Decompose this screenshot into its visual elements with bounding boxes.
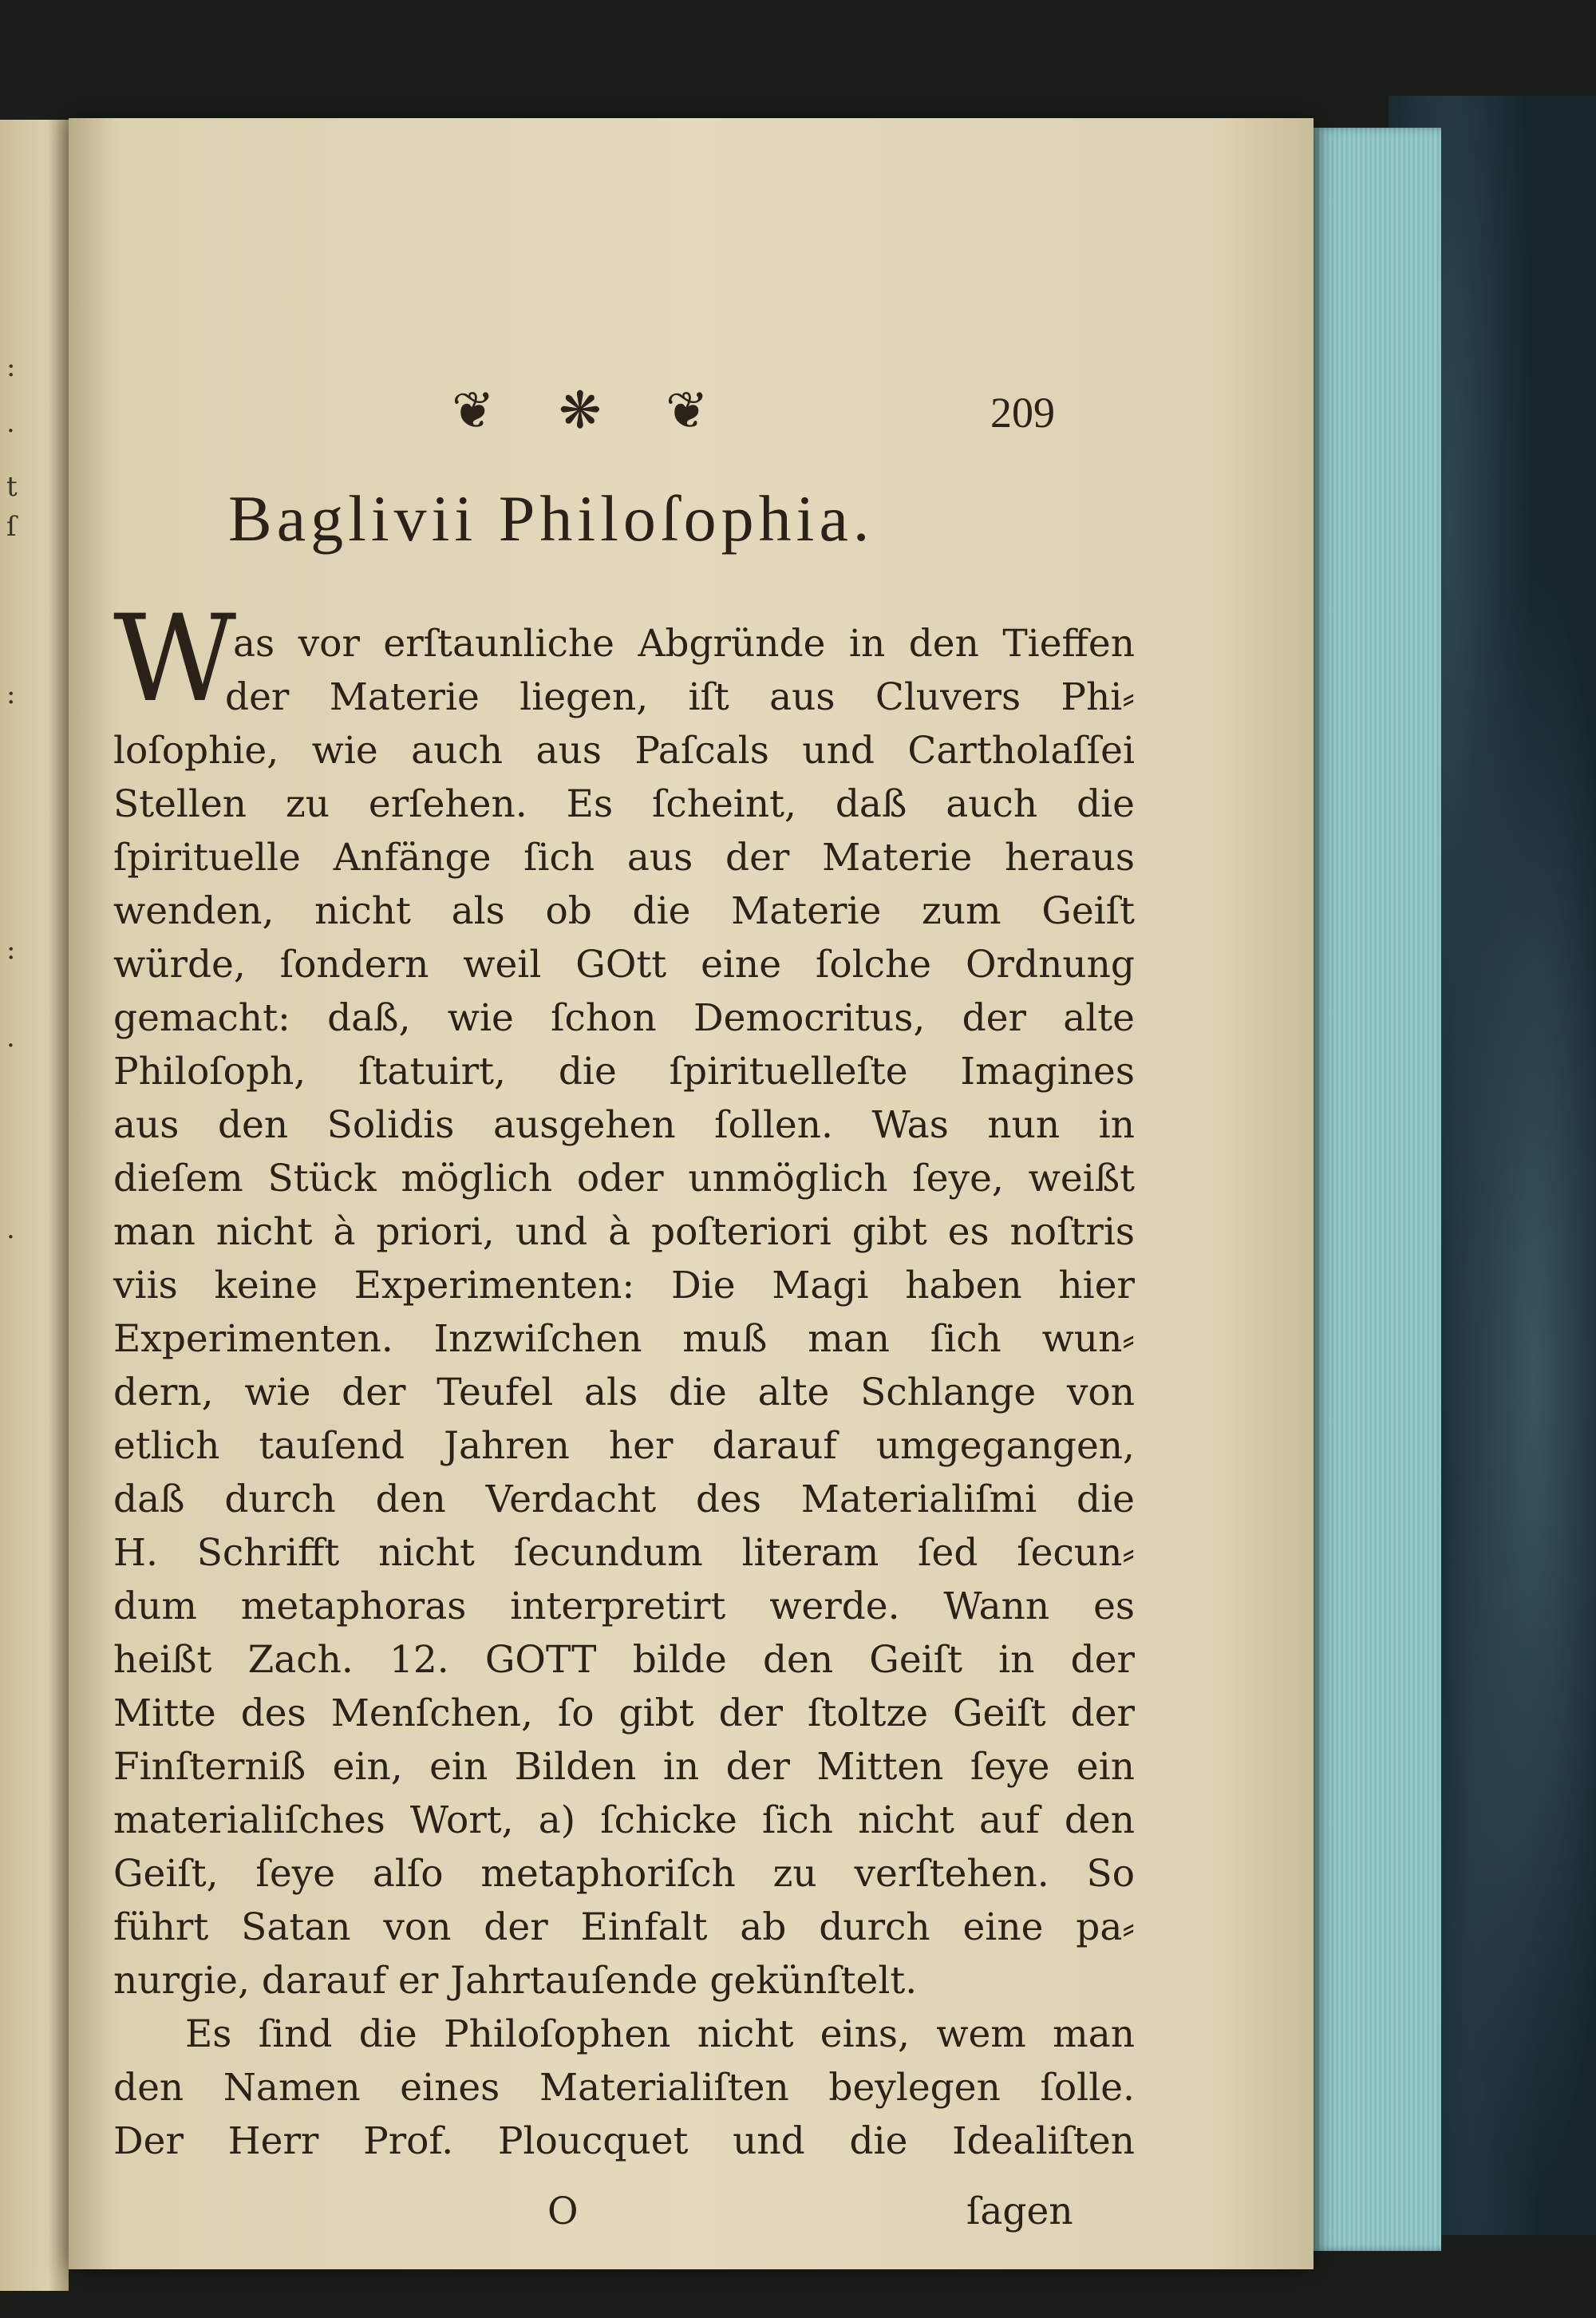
previous-page-mark: · (6, 1221, 15, 1253)
previous-page-mark: · (6, 415, 15, 447)
running-head (69, 382, 1314, 445)
text-line: Mitte des Menſchen, ſo gibt der ſtoltze Geiſt der (113, 1691, 1135, 1735)
text-line: ſpirituelle Anfänge ſich aus der Materie heraus (113, 836, 1135, 880)
text-line: wenden, nicht als ob die Materie zum Geiſt (113, 889, 1135, 933)
text-line: aus den Solidis ausgehen ſollen. Was nun in (113, 1103, 1135, 1147)
text-line: viis keine Experimenten: Die Magi haben hier (113, 1264, 1135, 1307)
catchword: ſagen (966, 2189, 1073, 2233)
text-line: den Namen eines Materialiſten beylegen ſolle. (113, 2066, 1135, 2110)
text-line: Es ſind die Philoſophen nicht eins, wem man (185, 2012, 1135, 2056)
page-number: 209 (990, 389, 1055, 437)
page-footer (69, 2189, 1314, 2245)
text-line: der Materie liegen, iſt aus Cluvers Phi⸗ (225, 675, 1135, 719)
text-line: daß durch den Verdacht des Materialiſmi die (113, 1477, 1135, 1521)
body-text (113, 590, 1135, 2168)
text-line: etlich tauſend Jahren her darauf umgegangen, (113, 1424, 1135, 1468)
text-line: man nicht à priori, und à poſteriori gibt es noſtris (113, 1210, 1135, 1254)
text-line: loſophie, wie auch aus Paſcals und Cartholaſſei (113, 729, 1135, 773)
previous-page-mark: : (6, 678, 16, 710)
section-title: Baglivii Philoſophia. (228, 482, 875, 555)
text-line: heißt Zach. 12. GOTT bilde den Geiſt in der (113, 1638, 1135, 1682)
text-line: Stellen zu erſehen. Es ſcheint, daß auch die (113, 782, 1135, 826)
book-page (69, 118, 1314, 2269)
previous-page-mark: : (6, 934, 16, 966)
text-line: Experimenten. Inzwiſchen muß man ſich wun⸗ (113, 1317, 1135, 1361)
text-line: gemacht: daß, wie ſchon Democritus, der alte (113, 996, 1135, 1040)
text-line: nurgie, darauf er Jahrtauſende gekünſtelt. (113, 1959, 918, 2003)
text-line: dieſem Stück möglich oder unmöglich ſeye, weißt (113, 1157, 1135, 1201)
text-line: Finſterniß ein, ein Bilden in der Mitten ſeye ein (113, 1745, 1135, 1789)
previous-page-mark: · (6, 1030, 15, 1062)
text-line: materialiſches Wort, a) ſchicke ſich nicht auf den (113, 1798, 1135, 1842)
text-line: würde, ſondern weil GOtt eine ſolche Ordnung (113, 943, 1135, 987)
text-line: H. Schrifft nicht ſecundum literam ſed ſecun⸗ (113, 1531, 1135, 1575)
text-line: Philoſoph, ſtatuirt, die ſpirituelleſte Imagines (113, 1050, 1135, 1094)
text-line: dum metaphoras interpretirt werde. Wann es (113, 1584, 1135, 1628)
text-line: Der Herr Prof. Ploucquet und die Idealiſten (113, 2119, 1135, 2163)
previous-page-mark: : (6, 351, 16, 383)
page-edges (1314, 128, 1441, 2251)
previous-page-mark: t (6, 471, 18, 503)
previous-page-edge (0, 120, 69, 2291)
fleuron-ornament: ❦ ❋ ❦ (452, 382, 733, 441)
text-line: as vor erſtaunliche Abgründe in den Tieffen (233, 622, 1135, 666)
drop-cap: W (113, 590, 237, 729)
previous-page-mark: ſ (6, 511, 17, 543)
text-line: dern, wie der Teufel als die alte Schlange von (113, 1371, 1135, 1414)
text-line: führt Satan von der Einfalt ab durch eine pa⸗ (113, 1905, 1135, 1949)
signature-mark: O (547, 2189, 579, 2233)
text-line: Geiſt, ſeye alſo metaphoriſch zu verſtehen. So (113, 1852, 1135, 1896)
